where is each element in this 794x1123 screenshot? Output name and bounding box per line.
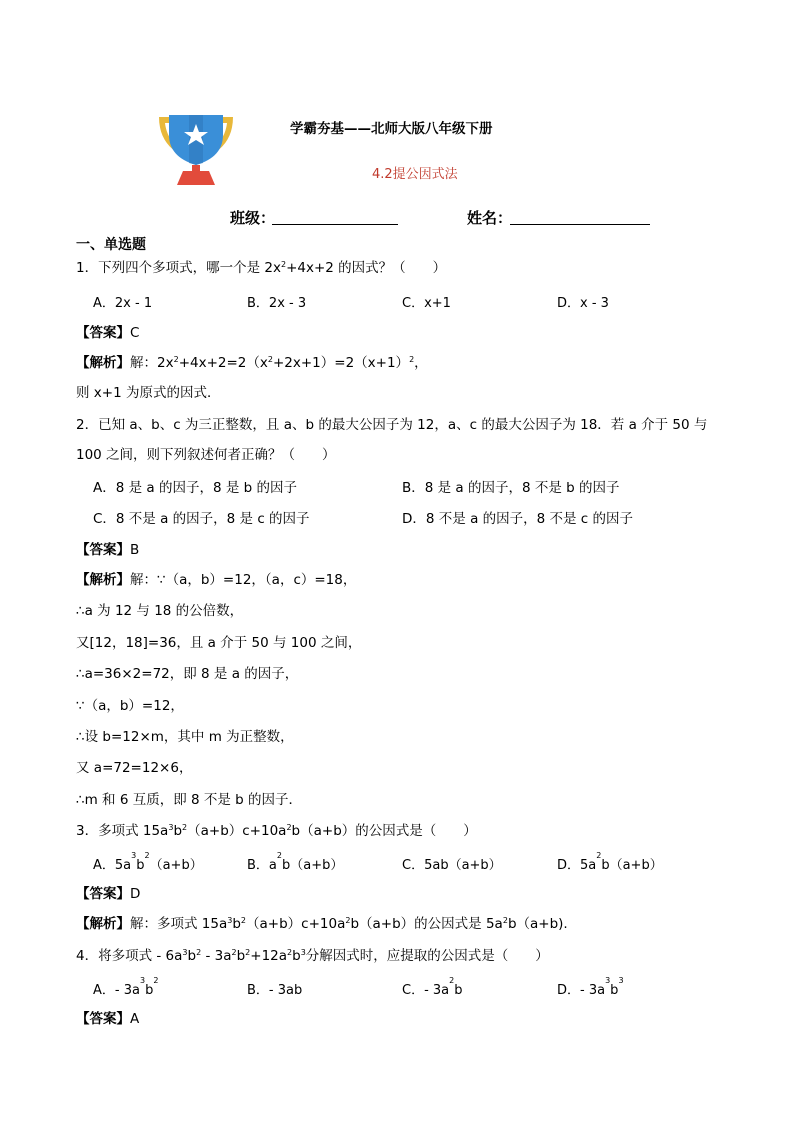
q3-option-b: B．$a^2b(a+b)$: [247, 851, 344, 873]
q1-analysis: 【解析】解：$2x^2+4x+2=2(x^2+2x+1)=2(x+1)^2$，: [76, 355, 428, 371]
q4-option-a: A．- $3a^3b^2$: [93, 976, 159, 998]
class-label: 班级：: [230, 209, 276, 227]
q2-analysis-line: ∵（a，b）=12，: [76, 698, 184, 714]
question-4-stem: 4．将多项式 - $6a^3b^2 - 3a^2b^2+12a^2b^3$分解因式时，应提取的公因式是（ ）: [76, 948, 549, 964]
trophy-icon: [155, 113, 237, 187]
q1-answer: 【答案】C: [76, 325, 140, 341]
name-blank[interactable]: [510, 224, 650, 225]
q4-answer: 【答案】A: [76, 1011, 140, 1027]
q3-option-a: A．$5a^3b^2(a+b)$: [93, 851, 203, 873]
q1-option-b: B．2x - 3: [247, 296, 307, 311]
q2-analysis-line: ∴设 b=12×m，其中 m 为正整数，: [76, 729, 294, 745]
q2-option-d: D．8 不是 a 的因子，8 不是 c 的因子: [402, 511, 634, 527]
q2-option-c: C．8 不是 a 的因子，8 是 c 的因子: [93, 511, 310, 527]
q2-analysis-line: ∴m 和 6 互质，即 8 不是 b 的因子．: [76, 792, 303, 808]
q2-answer: 【答案】B: [76, 542, 140, 558]
q1-option-d: D．x - 3: [557, 296, 609, 311]
q2-option-b: B．8 是 a 的因子，8 不是 b 的因子: [402, 480, 620, 496]
class-blank[interactable]: [272, 224, 398, 225]
q3-answer: 【答案】D: [76, 886, 141, 902]
q2-analysis-line: ∴a 为 12 与 18 的公倍数，: [76, 603, 244, 619]
section-title: 一、单选题: [76, 237, 146, 253]
q4-option-b: B．- 3ab: [247, 983, 303, 998]
q4-option-d: D．- $3a^3b^3$: [557, 976, 624, 998]
question-1-stem: 1．下列四个多项式，哪一个是 $2x^2+4x+2$ 的因式？（ ）: [76, 260, 447, 276]
q4-option-c: C．- $3a^2b$: [402, 976, 463, 998]
question-2-stem: 2．已知 a、b、c 为三正整数，且 a、b 的最大公因子为 12，a、c 的最大公因子为 18．若 a 介于 50 与: [76, 417, 708, 433]
q3-analysis: 【解析】解：多项式 $15a^3b^2(a+b)c+10a^2b(a+b)$的公因式是 $5a^2b(a+b)$.: [76, 916, 568, 932]
q3-option-c: C．5ab（a+b）: [402, 858, 502, 873]
q1-analysis-line: 则 x+1 为原式的因式．: [76, 385, 221, 401]
question-2-stem-cont: 100 之间，则下列叙述何者正确？（ ）: [76, 447, 336, 463]
q1-option-c: C．x+1: [402, 296, 451, 311]
q2-analysis: 【解析】解：∵（a，b）=12，（a，c）=18，: [76, 572, 357, 588]
q2-analysis-line: 又 a=72=12×6，: [76, 760, 193, 776]
q2-option-a: A．8 是 a 的因子，8 是 b 的因子: [93, 480, 298, 496]
q2-analysis-line: ∴a=36×2=72，即 8 是 a 的因子，: [76, 666, 299, 682]
q3-option-d: D．$5a^2b(a+b)$: [557, 851, 663, 873]
name-label: 姓名：: [467, 209, 513, 227]
question-3-stem: 3．多项式 $15a^3b^2(a+b)c+10a^2b(a+b)$的公因式是（ ）: [76, 823, 477, 839]
q2-analysis-line: 又[12，18]=36，且 a 介于 50 与 100 之间，: [76, 635, 362, 651]
document-subtitle: 4.2提公因式法: [372, 167, 458, 182]
q1-option-a: A．2x - 1: [93, 296, 153, 311]
document-title: 学霸夯基——北师大版八年级下册: [290, 121, 493, 137]
